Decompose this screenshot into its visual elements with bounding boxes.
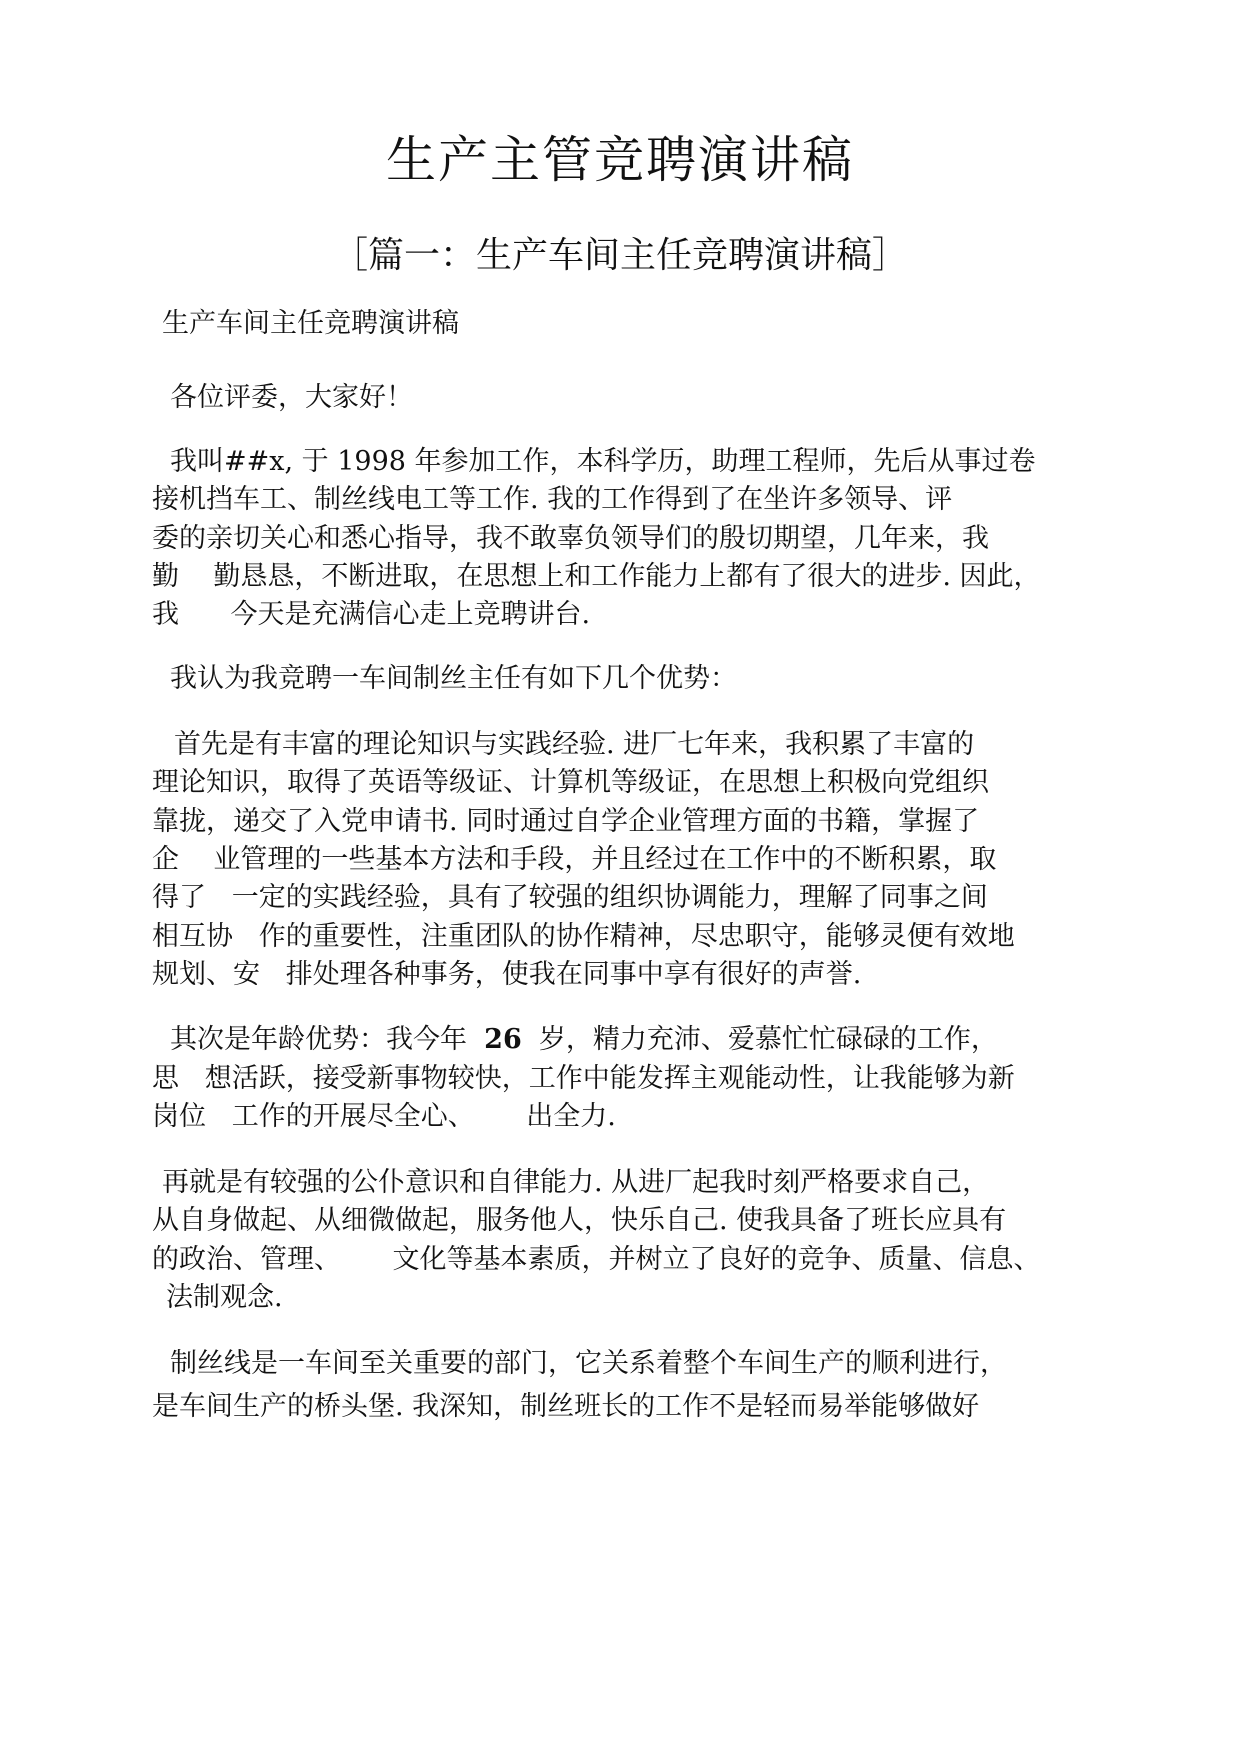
- paragraph-4-text-before-age: 其次是年龄优势：我今年: [170, 1024, 485, 1055]
- paragraph-1-line-3: 委的亲切关心和悉心指导，我不敢辜负领导们的殷切期望，几年来，我: [152, 523, 989, 554]
- paragraph-3-line-5: 得了 一定的实践经验，具有了较强的组织协调能力，理解了同事之间: [152, 882, 988, 913]
- paragraph-5-line-2: 从自身做起、从细微做起，服务他人，快乐自己. 使我具备了班长应具有: [152, 1205, 1007, 1236]
- age-value: 26: [484, 1024, 522, 1055]
- paragraph-5-line-4: 法制观念.: [166, 1282, 283, 1313]
- paragraph-1-line-1: 我叫##x, 于 1998 年参加工作，本科学历，助理工程师，先后从事过卷: [170, 446, 1036, 477]
- paragraph-3-line-4: 企 业管理的一些基本方法和手段，并且经过在工作中的不断积累，取: [152, 844, 997, 875]
- paragraph-1-line-2: 接机挡车工、制丝线电工等工作. 我的工作得到了在坐许多领导、评: [152, 484, 953, 515]
- greeting-line: 各位评委，大家好！: [170, 382, 413, 413]
- paragraph-6-line-2: 是车间生产的桥头堡. 我深知，制丝班长的工作不是轻而易举能够做好: [152, 1391, 980, 1422]
- paragraph-1-line-4: 勤 勤恳恳，不断进取，在思想上和工作能力上都有了很大的进步. 因此，: [152, 561, 1041, 592]
- paragraph-3-line-7: 规划、安 排处理各种事务，使我在同事中享有很好的声誉.: [152, 959, 862, 990]
- paragraph-3-line-6: 相互协 作的重要性，注重团队的协作精神，尽忠职守，能够灵便有效地: [152, 921, 1015, 952]
- section-heading: 生产车间主任竞聘演讲稿: [162, 308, 459, 339]
- paragraph-3-line-2: 理论知识，取得了英语等级证、计算机等级证，在思想上积极向党组织: [152, 767, 989, 798]
- paragraph-5-line-3: 的政治、管理、 文化等基本素质，并树立了良好的竞争、质量、信息、: [152, 1244, 1041, 1275]
- document-subtitle: ［篇一：生产车间主任竞聘演讲稿］: [331, 235, 908, 276]
- paragraph-2-line-1: 我认为我竞聘一车间制丝主任有如下几个优势：: [170, 663, 737, 694]
- paragraph-4-line-2: 思 想活跃，接受新事物较快，工作中能发挥主观能动性，让我能够为新: [152, 1063, 1015, 1094]
- paragraph-5-line-1: 再就是有较强的公仆意识和自律能力. 从进厂起我时刻严格要求自己，: [162, 1167, 990, 1198]
- paragraph-1-line-5: 我 今天是充满信心走上竞聘讲台.: [152, 599, 591, 630]
- paragraph-4-line-1: [170, 1022, 998, 1058]
- paragraph-4-line-3: 岗位 工作的开展尽全心、 出全力.: [152, 1101, 616, 1132]
- paragraph-6-line-1: 制丝线是一车间至关重要的部门，它关系着整个车间生产的顺利进行，: [170, 1348, 1007, 1379]
- paragraph-4-text-after-age: 岁，精力充沛、爱慕忙忙碌碌的工作，: [521, 1024, 998, 1055]
- document-title: 生产主管竞聘演讲稿: [386, 131, 854, 189]
- paragraph-3-line-1: 首先是有丰富的理论知识与实践经验. 进厂七年来，我积累了丰富的: [174, 729, 975, 760]
- paragraph-3-line-3: 靠拢，递交了入党申请书. 同时通过自学企业管理方面的书籍，掌握了: [152, 806, 980, 837]
